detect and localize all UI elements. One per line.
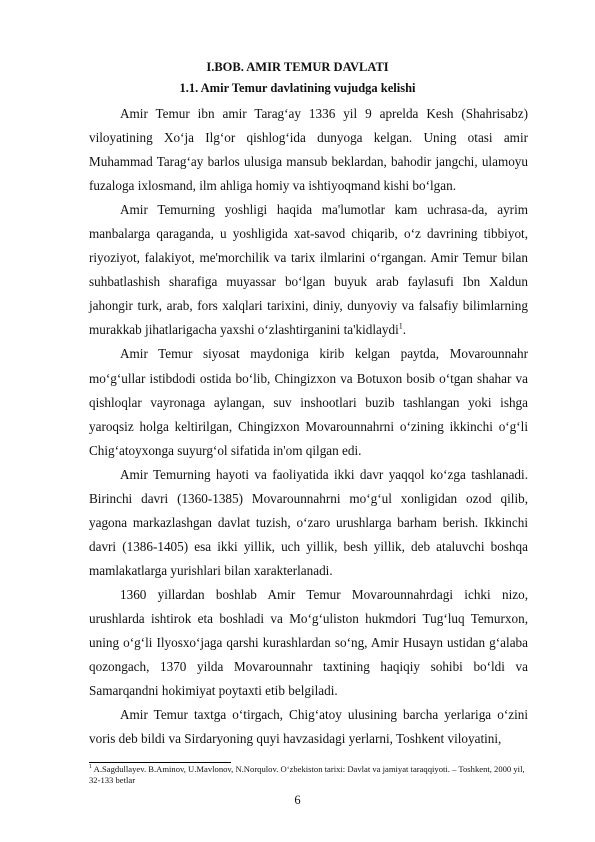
paragraph-4: Amir Temurning hayoti va faoliyatida ikki davr yaqqol ko‘zga tashlanadi. Birinchi davri (1360-1385) Movarounnahrni mo‘g‘ul xonligidan ozod qilib, yagona markazlashgan davlat tuzish, o‘zaro urushlarga barham berish. Ikkinchi davri (1386-1405) esa ikki yillik, uch yillik, besh yillik, deb ataluvchi boshqa mamlakatlarga yurishlari bilan xarakterlanadi. <box>89 466 528 578</box>
paragraph-2: Amir Temurning yoshligi haqida ma'lumotlar kam uchrasa-da, ayrim manbalarga qaraganda, u yoshligida xat-savod chiqarib, o‘z davrining tibbiyot, riyoziyot, falakiyot, me'morchilik va tarix ilmlarini o‘rgangan. Amir Temur bilan suhbatlashish sharafiga muyassar bo‘lgan buyuk arab faylasufi Ibn Xaldun jahongir turk, arab, fors xalqlari tarixini, diniy, dunyoviy va falsafiy bilimlarning murakkab jihatlarigacha yaxshi o‘zlashtirganini ta'kidlaydi$^1$. <box>89 202 528 338</box>
paragraph-1: Amir Temur ibn amir Tarag‘ay 1336 yil 9 aprelda Kesh (Shahrisabz) viloyatining Xo‘ja Ilg‘or qishlog‘ida dunyoga kelgan. Uning otasi amir Muhammad Tarag‘ay barlos ulusiga mansub beklardan, bahodir jangchi, ulamoyu fuzaloga ixlosmand, ilm ahliga homiy va ishtiyoqmand kishi bo‘lgan. <box>89 106 528 194</box>
footnote-divider <box>89 762 231 763</box>
paragraph-3: Amir Temur siyosat maydoniga kirib kelgan paytda, Movarounnahr mo‘g‘ullar istibdodi ostida bo‘lib, Chingizxon va Botuxon bosib o‘tgan shahar va qishloqlar vayronaga aylangan, suv inshootlari buzib tashlangan yoki ishga yaroqsiz holga keltirilgan, Chingizxon Movarounnahrni o‘zining ikkinchi o‘g‘li Chig‘atoyxonga suyurg‘ol sifatida in'om qilgan edi. <box>89 346 528 458</box>
chapter-title: I.BOB. AMIR TEMUR DAVLATI <box>206 60 389 74</box>
paragraph-5: 1360 yillardan boshlab Amir Temur Movarounnahrdagi ichki nizo, urushlarda ishtirok eta boshladi va Mo‘g‘uliston hukmdori Tug‘luq Temurxon, uning o‘g‘li Ilyosxo‘jaga qarshi kurashlardan so‘ng, Amir Husayn ustidan g‘alaba qozongach, 1370 yilda Movarounnahr taxtining haqiqiy sohibi bo‘ldi va Samarqandni hokimiyat poytaxti etib belgiladi. <box>89 586 528 699</box>
page-number: 6 <box>294 793 301 807</box>
section-title: 1.1. Amir Temur davlatining vujudga kelishi <box>179 81 416 95</box>
paragraph-6: Amir Temur taxtga o‘tirgach, Chig‘atoy ulusining barcha yerlariga o‘zini voris deb bildi va Sirdaryoning quyi havzasidagi yerlarni, Toshkent viloyatini, <box>89 707 528 747</box>
footnote-marker: 1 <box>89 764 92 771</box>
paragraph-2-text: Amir Temurning yoshligi haqida ma'lumotlar kam uchrasa-da, ayrim manbalarga qaraganda, u yoshligida xat-savod chiqarib, o‘z davrining tibbiyot, riyoziyot, falakiyot, me'morchilik va tarix ilmlarini o‘rgangan. Amir Temur bilan suhbatlashish sharafiga muyassar bo‘lgan buyuk arab faylasufi Ibn Xaldun jahongir turk, arab, fors xalqlari tarixini, diniy, dunyoviy va falsafiy bilimlarning murakkab jihatlarigacha yaxshi o‘zlashtirganini ta'kidlaydi <box>89 202 528 338</box>
footnote-text: A.Sagdullayev. B.Aminov, U.Mavlonov, N.Norqulov. O‘zbekiston tarixi: Davlat va jamiyat taraqqiyoti. – Toshkent, 2000 yil, 32-133 betlar <box>89 764 525 785</box>
footnote <box>89 764 528 786</box>
footnote-reference: 1 <box>398 322 403 332</box>
body-text <box>89 102 528 751</box>
